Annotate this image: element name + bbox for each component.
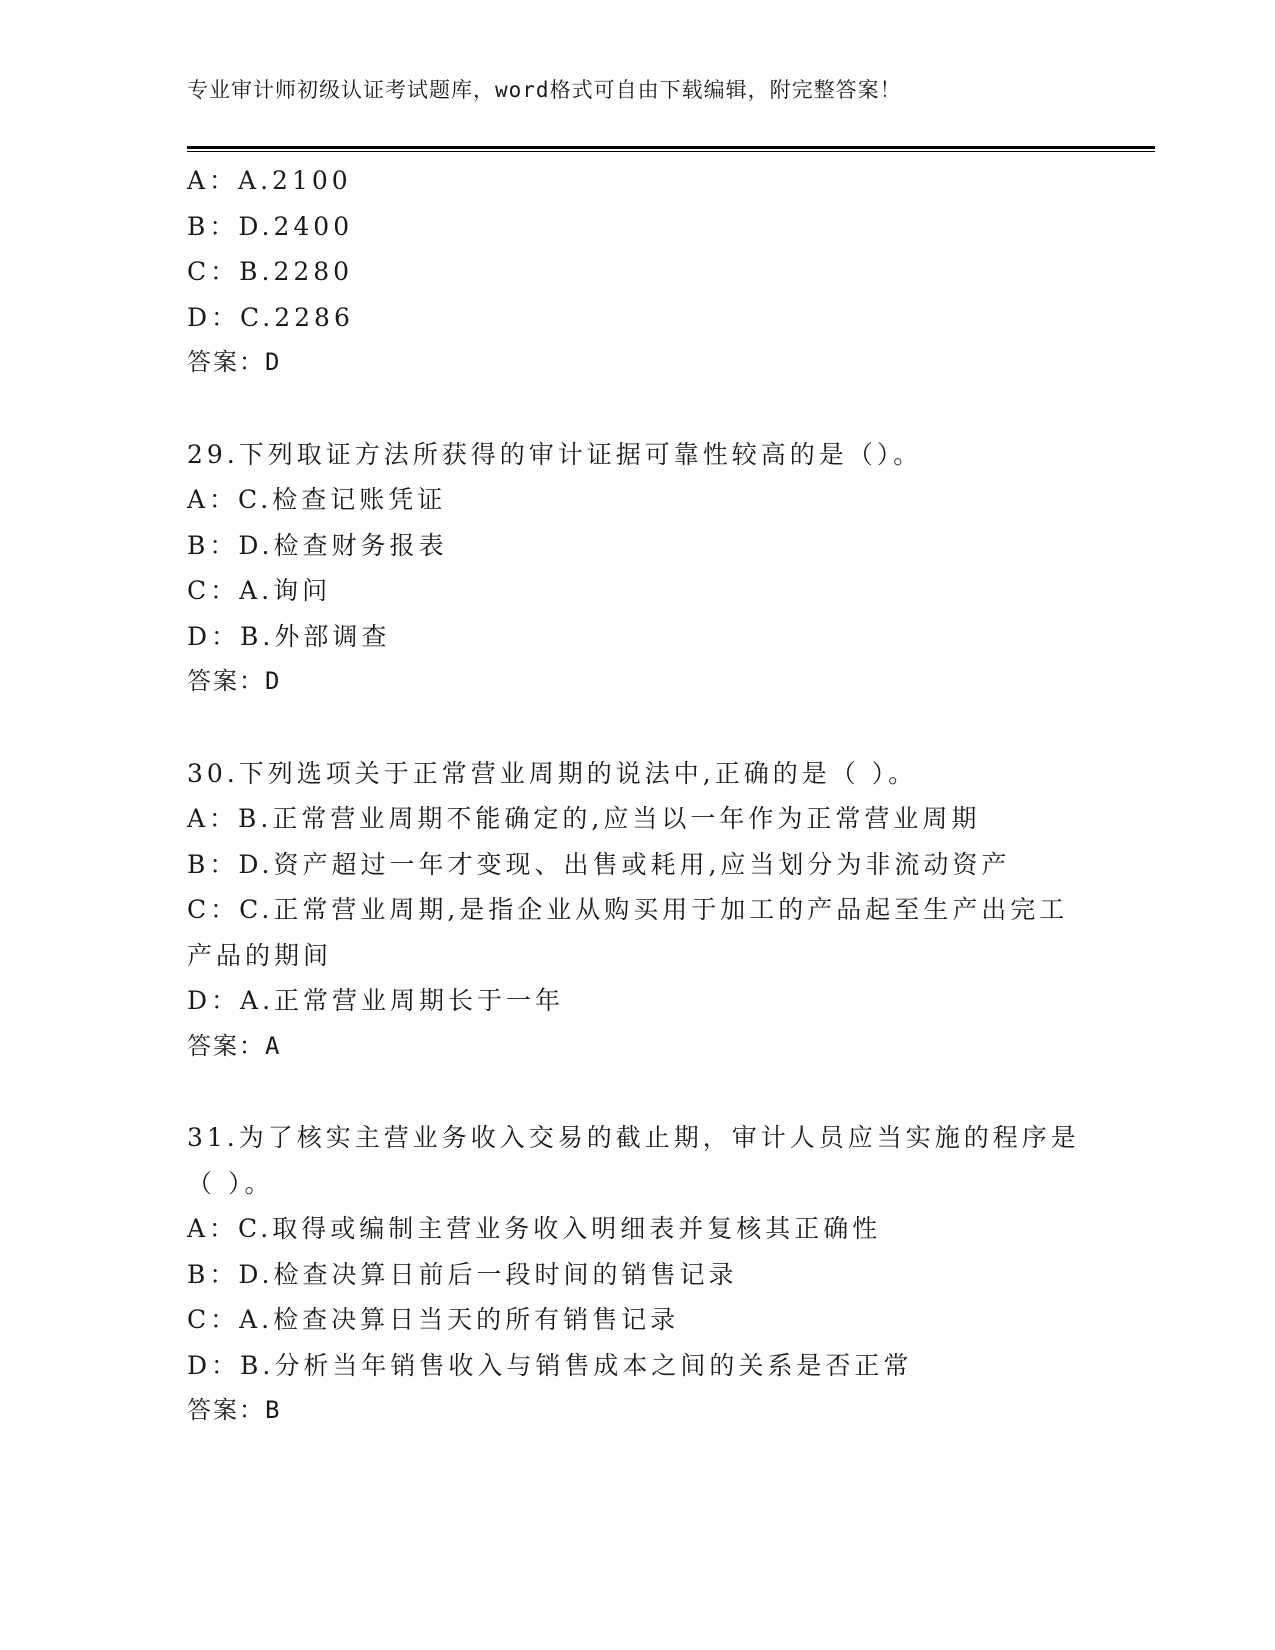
document-header: 专业审计师初级认证考试题库，word格式可自由下载编辑，附完整答案！ [187,78,902,102]
option-b: B：D.检查财务报表 [187,530,448,560]
option-d: D：B.外部调查 [187,621,391,651]
option-b: B：D.资产超过一年才变现、出售或耗用,应当划分为非流动资产 [187,849,1011,879]
answer-label: 答案： [187,1031,265,1060]
answer-value: A [265,1031,282,1060]
header-divider [187,146,1155,152]
option-a: A：C.检查记账凭证 [187,485,447,514]
option-a: A：B.正常营业周期不能确定的,应当以一年作为正常营业周期 [187,804,981,833]
answer-label: 答案： [187,667,265,695]
answer-value: B [265,1396,282,1424]
option-b: B：D.2400 [187,211,354,241]
option-c-continuation: 产品的期间 [187,940,333,970]
option-b: B：D.检查决算日前后一段时间的销售记录 [187,1259,738,1289]
question-block-28 [187,158,1087,386]
answer-line [187,1388,1087,1434]
question-block-31 [187,1115,1087,1434]
question-block-30 [187,751,1087,1070]
answer-value: D [265,348,282,376]
option-c: C：A.检查决算日当天的所有销售记录 [187,1305,680,1334]
question-stem-continuation: （ ）。 [187,1168,274,1198]
option-a: A：C.取得或编制主营业务收入明细表并复核其正确性 [187,1214,882,1243]
question-block-29 [187,432,1087,705]
option-a: A：A.2100 [187,166,352,195]
option-c: C：C.正常营业周期,是指企业从购买用于加工的产品起至生产出完工 [187,895,1069,924]
option-d: D：A.正常营业周期长于一年 [187,986,565,1015]
question-stem: 29.下列取证方法所获得的审计证据可靠性较高的是（）。 [187,439,923,469]
option-d: D：B.分析当年销售收入与销售成本之间的关系是否正常 [187,1350,913,1380]
answer-label: 答案： [187,1396,265,1424]
question-stem: 31.为了核实主营业务收入交易的截止期，审计人员应当实施的程序是 [187,1123,1080,1152]
option-d: D：C.2286 [187,302,354,332]
option-c: C：A.询问 [187,576,332,605]
answer-line [187,1024,1087,1070]
answer-value: D [265,667,282,695]
answer-line [187,659,1087,705]
answer-label: 答案： [187,348,265,376]
question-stem: 30.下列选项关于正常营业周期的说法中,正确的是（ ）。 [187,758,918,788]
option-c: C：B.2280 [187,257,354,286]
document-body [187,158,1087,1434]
answer-line [187,340,1087,386]
